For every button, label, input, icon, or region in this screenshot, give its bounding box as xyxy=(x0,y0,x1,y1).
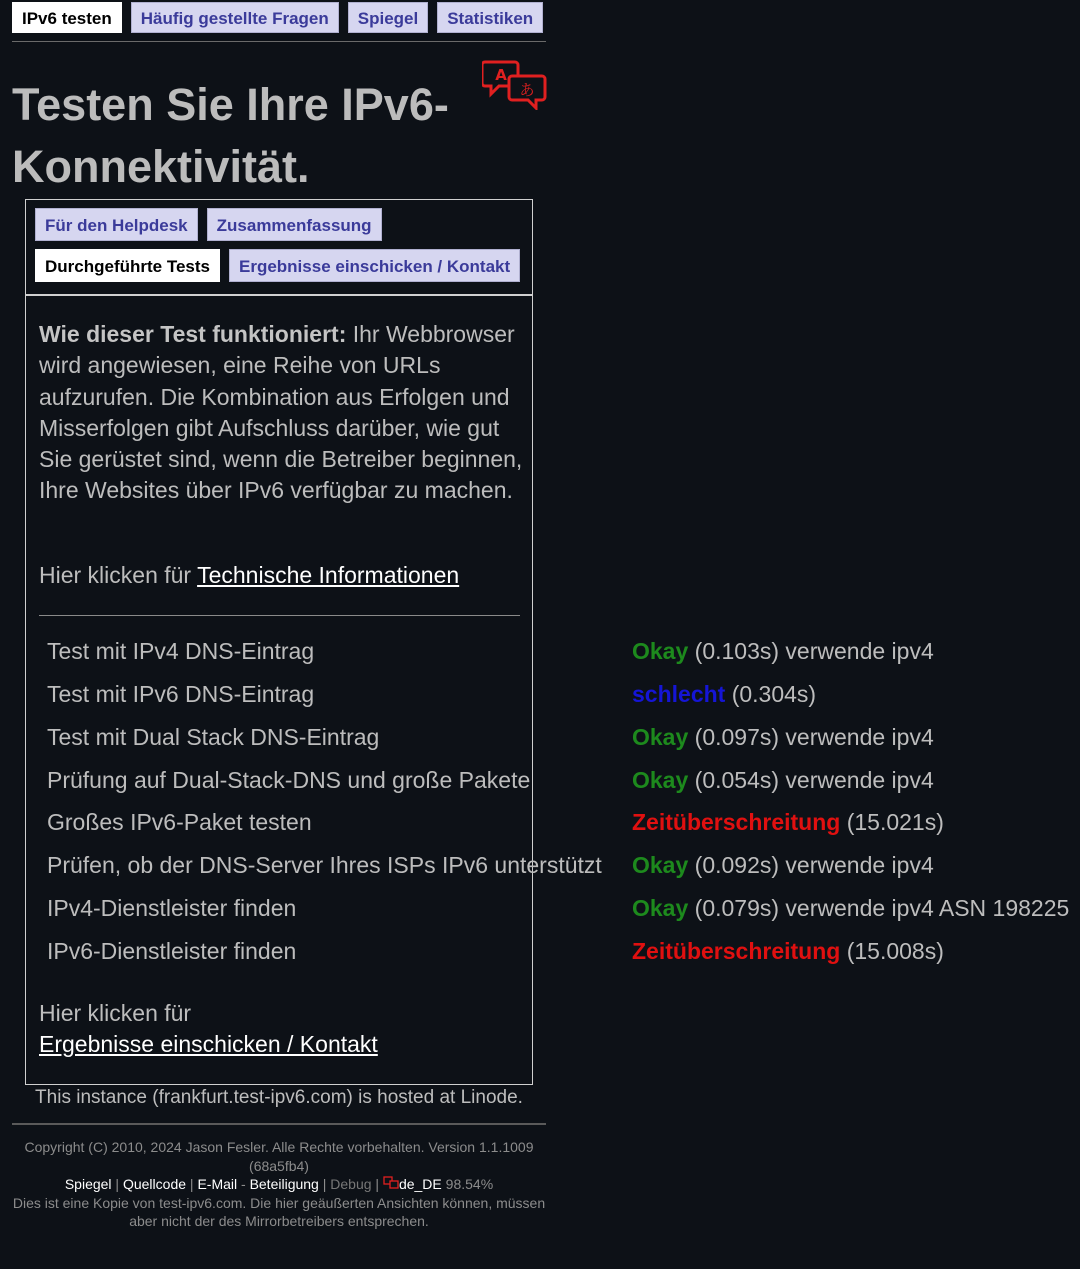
tab-faq[interactable]: Häufig gestellte Fragen xyxy=(131,2,339,33)
footer-percent: 98.54% xyxy=(445,1176,494,1192)
test-detail: (0.054s) verwende ipv4 xyxy=(688,767,934,793)
tab-durchgefuehrte-tests[interactable]: Durchgeführte Tests xyxy=(35,249,220,282)
footer-locale[interactable]: de_DE xyxy=(398,1176,442,1192)
test-result xyxy=(632,716,934,759)
test-row xyxy=(0,801,1080,844)
page-title: Testen Sie Ihre IPv6-Konnektivität. xyxy=(12,79,449,192)
test-result xyxy=(632,887,1069,930)
test-name: Prüfen, ob der DNS-Server Ihres ISPs IPv6 unterstützt xyxy=(47,852,602,878)
tech-info-line xyxy=(39,560,459,591)
test-name: IPv6-Dienstleister finden xyxy=(47,938,297,964)
sub-nav xyxy=(35,208,525,290)
top-nav-divider xyxy=(12,41,546,42)
sub-nav-divider xyxy=(26,294,532,296)
test-detail: (15.021s) xyxy=(840,809,944,835)
test-name: Test mit IPv4 DNS-Eintrag xyxy=(47,638,315,664)
test-result xyxy=(632,759,934,802)
copyright: Copyright (C) 2010, 2024 Jason Fesler. Alle Rechte vorbehalten. Version 1.1.1009 (68a5fb4) xyxy=(24,1139,534,1174)
footer-link-debug[interactable]: Debug xyxy=(330,1176,372,1192)
tab-spiegel[interactable]: Spiegel xyxy=(348,2,428,33)
test-name: Großes IPv6-Paket testen xyxy=(47,809,312,835)
intro-text xyxy=(39,319,524,507)
top-nav xyxy=(12,2,543,33)
tab-ipv6-testen[interactable]: IPv6 testen xyxy=(12,2,122,33)
intro-body: Ihr Webbrowser wird angewiesen, eine Reihe von URLs aufzurufen. Die Kombination aus Erfolgen und Misserfolgen gibt Aufschluss darüber, wie gut Sie gerüstet sind, wenn die Betreiber beginnen, Ihre Websites über IPv6 verfügbar zu machen. xyxy=(39,321,523,504)
status-badge: Okay xyxy=(632,895,689,921)
test-detail: (0.097s) verwende ipv4 xyxy=(688,724,934,750)
test-row xyxy=(0,887,1080,930)
contact-line xyxy=(39,998,378,1060)
intro-heading: Wie dieser Test funktioniert: xyxy=(39,321,347,347)
test-result xyxy=(632,630,934,673)
contact-link[interactable]: Ergebnisse einschicken / Kontakt xyxy=(39,1031,378,1057)
svg-text:あ: あ xyxy=(519,81,535,99)
test-row xyxy=(0,759,1080,802)
test-row xyxy=(0,630,1080,673)
footer-divider xyxy=(12,1123,546,1125)
svg-text:A: A xyxy=(495,66,507,84)
test-detail: (0.103s) verwende ipv4 xyxy=(688,638,934,664)
tech-info-link[interactable]: Technische Informationen xyxy=(197,562,460,588)
tab-ergebnisse-kontakt[interactable]: Ergebnisse einschicken / Kontakt xyxy=(229,249,520,282)
tab-statistiken[interactable]: Statistiken xyxy=(437,2,543,33)
test-name: Test mit Dual Stack DNS-Eintrag xyxy=(47,724,380,750)
test-result xyxy=(632,844,934,887)
tech-info-prefix: Hier klicken für xyxy=(39,562,198,588)
translate-icon[interactable] xyxy=(482,58,548,110)
test-row xyxy=(0,673,1080,716)
footer-link-mirror[interactable]: Spiegel xyxy=(64,1176,112,1192)
test-name: Prüfung auf Dual-Stack-DNS und große Pakete xyxy=(47,767,531,793)
test-detail: (0.304s) xyxy=(725,681,817,707)
test-result xyxy=(632,801,944,844)
test-name: IPv4-Dienstleister finden xyxy=(47,895,297,921)
status-badge: Okay xyxy=(632,852,689,878)
results-divider xyxy=(39,615,520,616)
footer-link-participate[interactable]: Beteiligung xyxy=(249,1176,319,1192)
tab-helpdesk[interactable]: Für den Helpdesk xyxy=(35,208,198,241)
test-detail: (0.092s) verwende ipv4 xyxy=(688,852,934,878)
test-row xyxy=(0,930,1080,973)
test-detail: (0.079s) verwende ipv4 ASN 198225 xyxy=(688,895,1070,921)
tab-zusammenfassung[interactable]: Zusammenfassung xyxy=(207,208,382,241)
test-row xyxy=(0,716,1080,759)
status-badge: Okay xyxy=(632,638,689,664)
test-row xyxy=(0,844,1080,887)
status-badge: Zeitüberschreitung xyxy=(632,809,841,835)
footer-link-source[interactable]: Quellcode xyxy=(122,1176,187,1192)
test-result xyxy=(632,930,944,973)
status-badge: Zeitüberschreitung xyxy=(632,938,841,964)
contact-prefix: Hier klicken für xyxy=(39,1000,192,1026)
status-badge: schlecht xyxy=(632,681,726,707)
test-result xyxy=(632,673,816,716)
translate-mini-icon xyxy=(383,1176,399,1190)
test-detail: (15.008s) xyxy=(840,938,944,964)
status-badge: Okay xyxy=(632,767,689,793)
footer-link-email[interactable]: E-Mail xyxy=(197,1176,238,1192)
footer-dash: - xyxy=(237,1176,250,1192)
status-badge: Okay xyxy=(632,724,689,750)
test-name: Test mit IPv6 DNS-Eintrag xyxy=(47,681,315,707)
footer xyxy=(12,1138,546,1231)
footer-links: Spiegel | Quellcode | E-Mail - Beteiligung | Debug | de_DE 98.54% xyxy=(64,1176,494,1192)
disclaimer: Dies ist eine Kopie von test-ipv6.com. Die hier geäußerten Ansichten können, müssen aber nicht der des Mirrorbetreibers entsprechen. xyxy=(12,1194,546,1229)
hosted-info: This instance (frankfurt.test-ipv6.com) is hosted at Linode. xyxy=(35,1087,523,1108)
